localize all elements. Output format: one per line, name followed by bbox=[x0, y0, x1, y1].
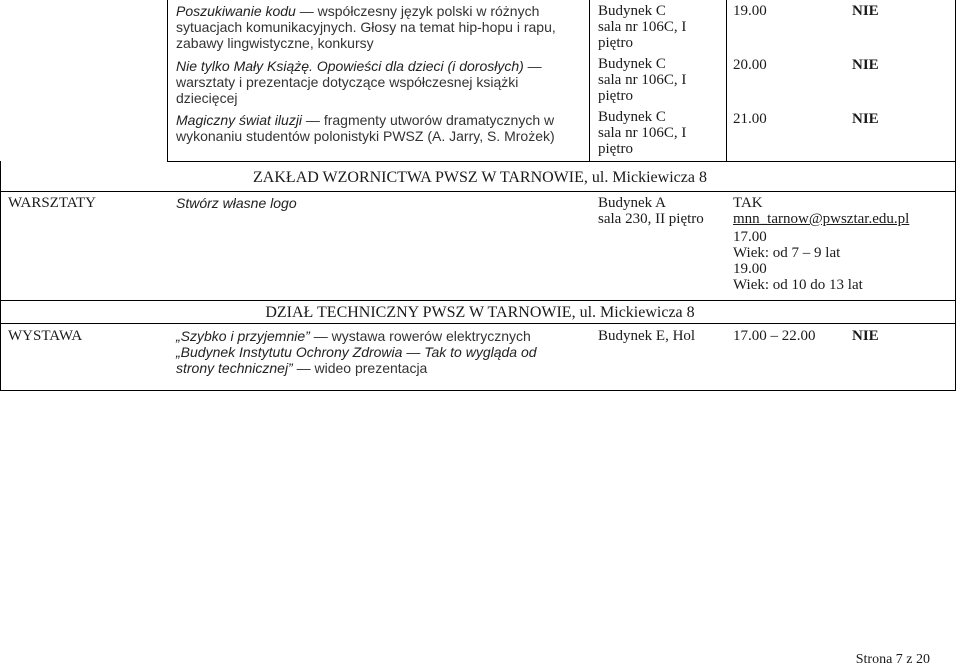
event-time-2: 20.00 bbox=[733, 57, 767, 73]
workshop-type-label: WARSZTATY bbox=[8, 195, 96, 211]
event-registration-3: NIE bbox=[852, 111, 879, 127]
event-description-1: Poszukiwanie kodu — współczesny język polski w różnych sytuacjach komunikacyjnych. Głosy na temat hip-hopu i rapu, zabawy lingwistyczne, konkursy bbox=[176, 3, 556, 51]
workshop-session-2-time: 19.00 bbox=[733, 261, 767, 277]
exhibition-type-label: WYSTAWA bbox=[8, 328, 83, 344]
section-header-wzornictwo: ZAKŁAD WZORNICTWA PWSZ W TARNOWIE, ul. Mickiewicza 8 bbox=[253, 169, 707, 186]
workshop-registration: TAK bbox=[733, 195, 763, 211]
event-location-3: Budynek C sala nr 106C, I piętro bbox=[598, 109, 687, 157]
event-title-2: Nie tylko Mały Książę. Opowieści dla dzieci (i dorosłych) bbox=[176, 58, 524, 74]
exhibition-time: 17.00 – 22.00 bbox=[733, 328, 816, 344]
row-divider-1 bbox=[167, 161, 956, 162]
table-border-col3 bbox=[726, 0, 727, 161]
row-divider-4 bbox=[0, 323, 956, 324]
workshop-session-1-age: Wiek: od 7 – 9 lat bbox=[733, 245, 841, 261]
workshop-email-link[interactable]: mnn_tarnow@pwsztar.edu.pl bbox=[733, 211, 910, 227]
page-number: Strona 7 z 20 bbox=[855, 652, 930, 667]
workshop-session-1-time: 17.00 bbox=[733, 229, 767, 245]
table-border-left bbox=[0, 161, 1, 390]
exhibition-location: Budynek E, Hol bbox=[598, 328, 696, 344]
event-time-3: 21.00 bbox=[733, 111, 767, 127]
row-divider-3 bbox=[0, 300, 956, 301]
event-location-2: Budynek C sala nr 106C, I piętro bbox=[598, 56, 687, 104]
workshop-location: Budynek A sala 230, II piętro bbox=[598, 195, 704, 227]
row-divider-2 bbox=[0, 191, 956, 192]
section-header-techniczny: DZIAŁ TECHNICZNY PWSZ W TARNOWIE, ul. Mickiewicza 8 bbox=[265, 304, 695, 321]
table-border-col2 bbox=[589, 0, 590, 161]
event-registration-2: NIE bbox=[852, 57, 879, 73]
event-time-1: 19.00 bbox=[733, 3, 767, 19]
event-description-3: Magiczny świat iluzji — fragmenty utworów dramatycznych w wykonaniu studentów polonistyki PWSZ (A. Jarry, S. Mrożek) bbox=[176, 112, 555, 144]
exhibition-registration: NIE bbox=[852, 328, 879, 344]
table-border-right bbox=[955, 0, 956, 390]
event-title-1: Poszukiwanie kodu bbox=[176, 3, 296, 19]
event-description-2: Nie tylko Mały Książę. Opowieści dla dzieci (i dorosłych) — warsztaty i prezentacje dotyczące współczesnej książki dziecięcej bbox=[176, 58, 542, 106]
event-title-3: Magiczny świat iluzji bbox=[176, 112, 303, 128]
workshop-details bbox=[733, 195, 909, 293]
event-location-1: Budynek C sala nr 106C, I piętro bbox=[598, 3, 687, 51]
event-registration-1: NIE bbox=[852, 3, 879, 19]
workshop-session-2-age: Wiek: od 10 do 13 lat bbox=[733, 277, 863, 293]
exhibition-description: „Szybko i przyjemnie” — wystawa rowerów elektrycznych „Budynek Instytutu Ochrony Zdrowia — Tak to wygląda od strony technicznej” — wideo prezentacja bbox=[176, 328, 537, 376]
table-border-bottom bbox=[0, 390, 956, 391]
table-border-left-top bbox=[167, 0, 168, 161]
workshop-title: Stwórz własne logo bbox=[176, 195, 297, 211]
